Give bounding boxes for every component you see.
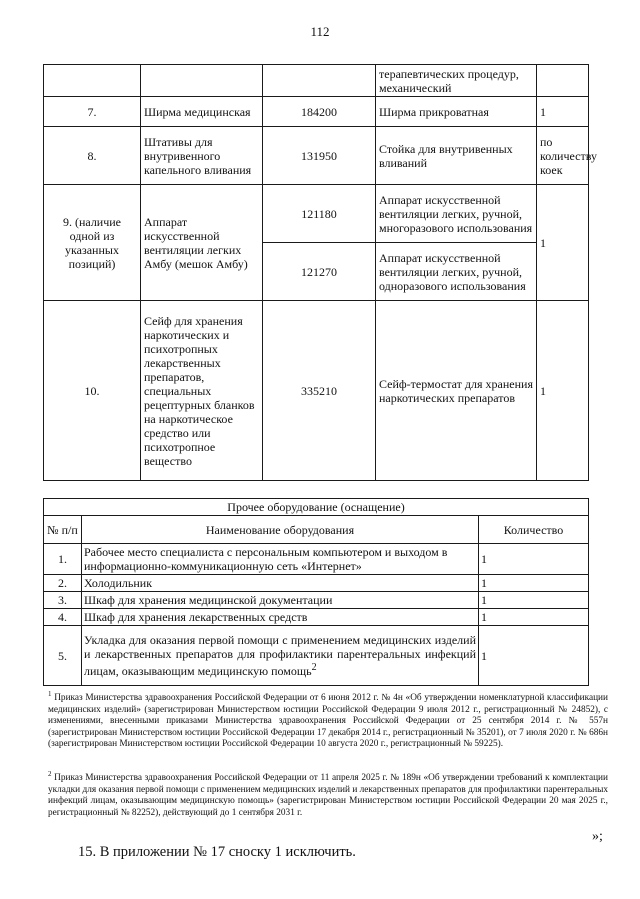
footnote-mark: 2: [48, 770, 52, 778]
row-number: 4.: [44, 609, 82, 626]
column-header-quantity: Количество: [479, 516, 589, 544]
equipment-type: Сейф-термостат для хранения наркотических препаратов: [376, 301, 537, 481]
table-row: [44, 185, 589, 243]
equipment-type: Аппарат искусственной вентиляции легких, ручной, одноразового использования: [376, 243, 537, 301]
equipment-quantity: 1: [537, 185, 589, 301]
column-header-number: № п/п: [44, 516, 82, 544]
equipment-code: 121270: [263, 243, 376, 301]
table-row: [44, 575, 589, 592]
footnote-text: Приказ Министерства здравоохранения Российской Федерации от 11 апреля 2025 г. № 189н «Об утверждении требований к комплектации укладки для оказания первой помощи с применением медицинских изделий и лекарственных препаратов для профилактики парентеральных инфекций лицам, оказывающим медицинскую помощь» (зарегистрирован Министерством юстиции Российской Федерации 20 мая 2025 г., регистрационный № 82252), действующий до 1 сентября 2031 г.: [48, 773, 608, 818]
row-number: 8.: [44, 127, 141, 185]
closing-quote: »;: [592, 829, 603, 844]
footnote-mark: 2: [311, 662, 317, 673]
row-number: 5.: [44, 626, 82, 686]
footnote-1: [48, 689, 608, 751]
equipment-code: 121180: [263, 185, 376, 243]
table-title: Прочее оборудование (оснащение): [44, 499, 589, 516]
equipment-name-cell: [82, 626, 479, 686]
page-number: 112: [310, 24, 330, 39]
footnote-mark: 1: [48, 690, 52, 698]
table-row: [44, 301, 589, 481]
equipment-name: Штативы для внутривенного капельного вливания: [141, 127, 263, 185]
equipment-quantity: [537, 65, 589, 97]
equipment-type: Стойка для внутривенных вливаний: [376, 127, 537, 185]
equipment-name: Рабочее место специалиста с персональным компьютером и выходом в информационно-коммуникационную сеть «Интернет»: [82, 544, 479, 575]
table-row: [44, 127, 589, 185]
equipment-name: Шкаф для хранения лекарственных средств: [82, 609, 479, 626]
row-number: 3.: [44, 592, 82, 609]
equipment-code: 335210: [263, 301, 376, 481]
row-number: 7.: [44, 97, 141, 127]
equipment-name: [141, 65, 263, 97]
equipment-quantity: 1: [537, 301, 589, 481]
table-row: [44, 609, 589, 626]
equipment-name: Сейф для хранения наркотических и психотропных лекарственных препаратов, специальных рецептурных бланков на наркотическое средство или психотропное вещество: [141, 301, 263, 481]
table-row: [44, 97, 589, 127]
equipment-type: Аппарат искусственной вентиляции легких, ручной, многоразового использования: [376, 185, 537, 243]
row-number: [44, 65, 141, 97]
table-row: [44, 592, 589, 609]
equipment-name: Шкаф для хранения медицинской документации: [82, 592, 479, 609]
equipment-quantity: 1: [479, 592, 589, 609]
equipment-type: Ширма прикроватная: [376, 97, 537, 127]
equipment-quantity: 1: [479, 544, 589, 575]
equipment-type: терапевтических процедур, механический: [376, 65, 537, 97]
footnote-text: Приказ Министерства здравоохранения Российской Федерации от 6 июня 2012 г. № 4н «Об утверждении номенклатурной классификации медицинских изделий» (зарегистрирован Министерством юстиции Российской Федерации 9 июля 2012 г., регистрационный № 24852), с изменениями, внесенными приказами Министерства здравоохранения Российской Федерации от 25 сентября 2014 г. № 557н (зарегистрирован Министерством юстиции Российской Федерации 17 декабря 2014 г., регистрационный № 35201), от 7 июля 2020 г. № 686н (зарегистрирован Министерством юстиции Российской Федерации 10 августа 2020 г., регистрационный № 59225).: [48, 693, 608, 750]
table-title-row: [44, 499, 589, 516]
final-item: 15. В приложении № 17 сноску 1 исключить.: [78, 844, 356, 860]
equipment-table: [43, 64, 597, 481]
row-number: 10.: [44, 301, 141, 481]
table-row: [44, 626, 589, 686]
table-row: [44, 544, 589, 575]
column-header-name: Наименование оборудования: [82, 516, 479, 544]
equipment-name: Укладка для оказания первой помощи с применением медицинских изделий и лекарственных препаратов для профилактики парентеральных инфекций лицам, оказывающим медицинскую помощь: [84, 633, 476, 678]
equipment-quantity: 1: [537, 97, 589, 127]
equipment-quantity: 1: [479, 575, 589, 592]
equipment-code: 184200: [263, 97, 376, 127]
equipment-code: [263, 65, 376, 97]
row-number: 1.: [44, 544, 82, 575]
equipment-quantity: по количеству коек: [537, 127, 589, 185]
table-row: [44, 65, 589, 97]
equipment-quantity: 1: [479, 609, 589, 626]
footnote-2: [48, 769, 608, 819]
row-number: 2.: [44, 575, 82, 592]
equipment-name: Ширма медицинская: [141, 97, 263, 127]
other-equipment-table: [43, 498, 589, 686]
equipment-code: 131950: [263, 127, 376, 185]
equipment-name: Аппарат искусственной вентиляции легких Амбу (мешок Амбу): [141, 185, 263, 301]
equipment-quantity: 1: [479, 626, 589, 686]
row-number: 9. (наличие одной из указанных позиций): [44, 185, 141, 301]
table-header-row: [44, 516, 589, 544]
equipment-name: Холодильник: [82, 575, 479, 592]
